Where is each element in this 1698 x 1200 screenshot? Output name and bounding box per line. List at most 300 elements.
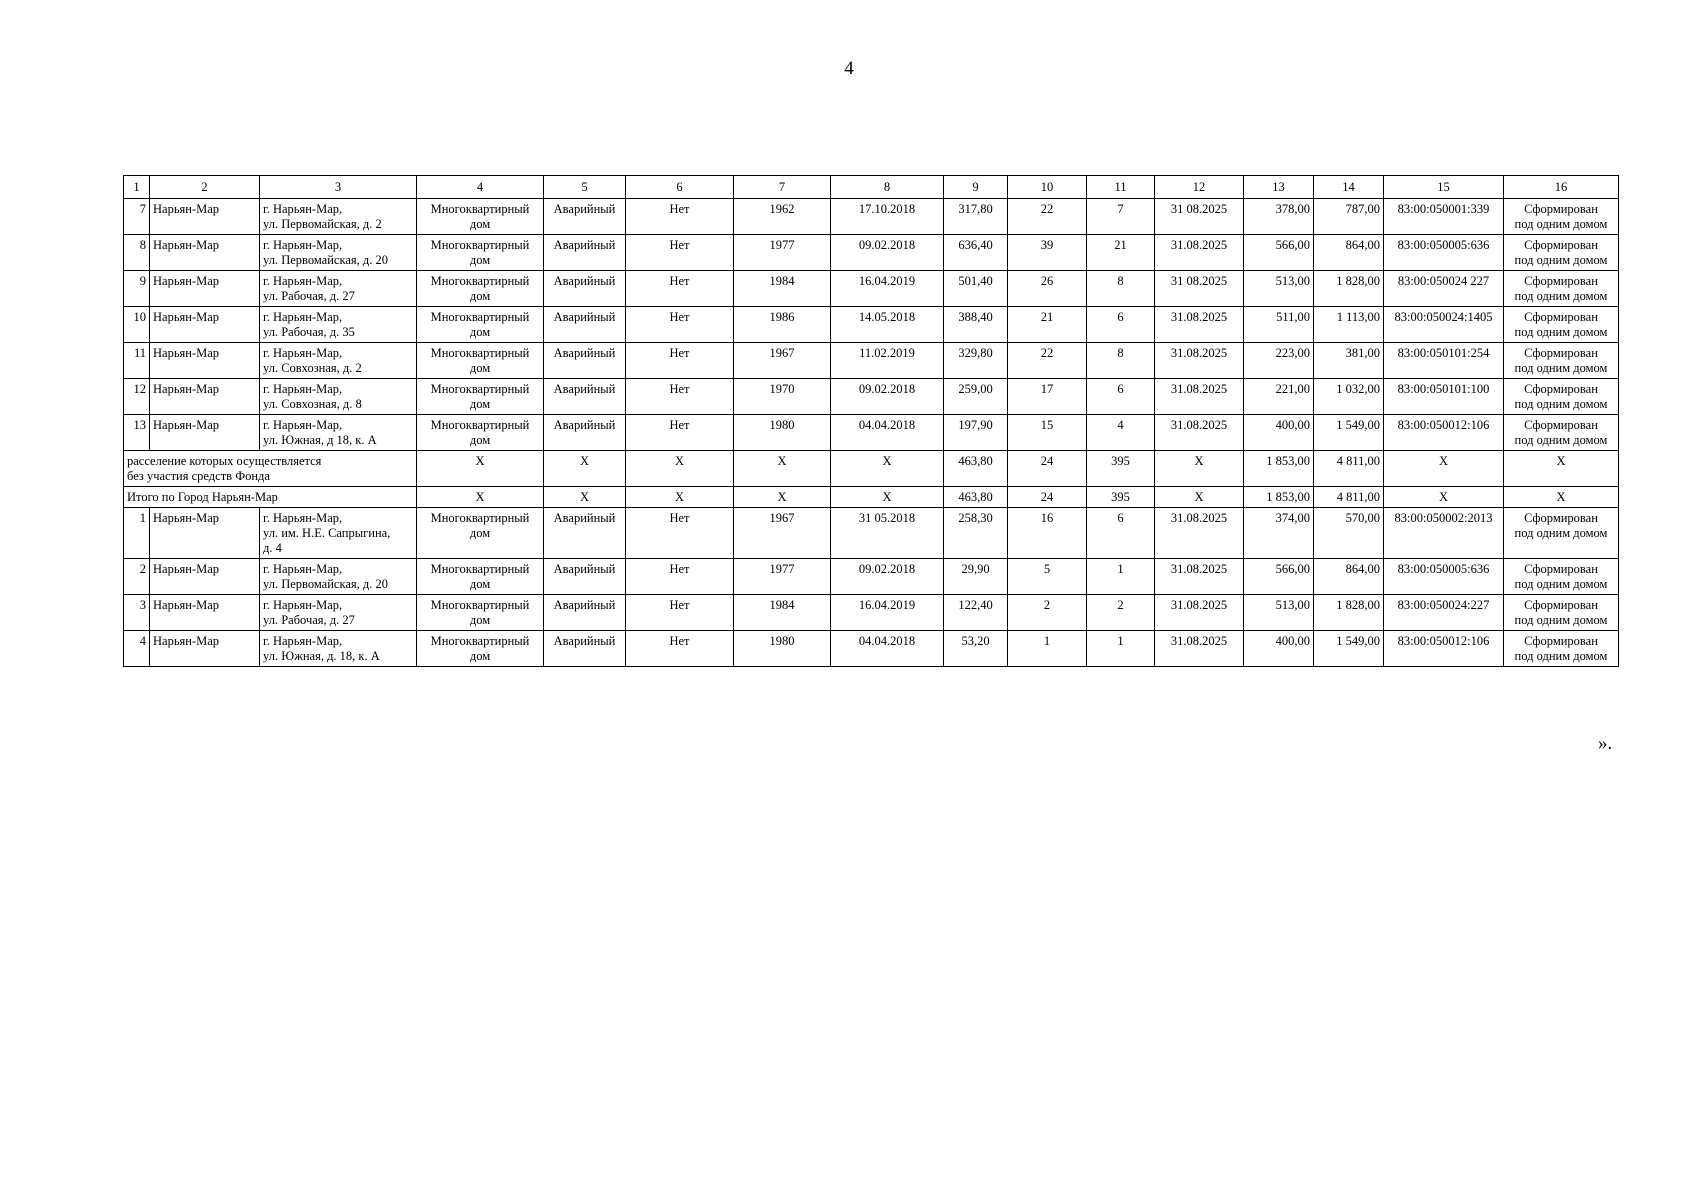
house-type-cell — [417, 307, 544, 343]
result-cell — [1504, 307, 1619, 343]
area-cell: 259,00 — [944, 379, 1008, 415]
address-cell — [260, 595, 417, 631]
result-line: под одним домом — [1514, 361, 1608, 375]
area-cell: 317,80 — [944, 199, 1008, 235]
status-cell: Аварийный — [544, 199, 626, 235]
total-row-c13-cell: 1 853,00 — [1244, 487, 1314, 508]
col14-cell: 1 549,00 — [1314, 415, 1384, 451]
col10-cell: 2 — [1008, 595, 1087, 631]
address-line: ул. Рабочая, д. 27 — [263, 613, 355, 627]
column-number-cell: 1 — [124, 176, 150, 199]
address-line: ул. Первомайская, д. 2 — [263, 217, 382, 231]
status-cell: Аварийный — [544, 631, 626, 667]
result-cell — [1504, 595, 1619, 631]
status-cell: Аварийный — [544, 559, 626, 595]
total-row-c15-cell: X — [1384, 487, 1504, 508]
deadline-cell: 31.08.2025 — [1155, 235, 1244, 271]
municipality-cell: Нарьян-Мар — [150, 307, 260, 343]
house-type-cell — [417, 631, 544, 667]
col10-cell: 17 — [1008, 379, 1087, 415]
house-type-line: Многоквартирный — [430, 598, 530, 612]
deadline-cell: 31 08.2025 — [1155, 271, 1244, 307]
cadastre-cell: 83:00:050024:227 — [1384, 595, 1504, 631]
column-number-cell: 4 — [417, 176, 544, 199]
total-row-label: Итого по Город Нарьян-Мар — [124, 487, 417, 508]
house-type-cell — [417, 343, 544, 379]
address-line: г. Нарьян-Мар, — [263, 238, 343, 252]
cadastre-cell: 83:00:050101:254 — [1384, 343, 1504, 379]
table-row — [124, 379, 1619, 415]
deadline-cell: 31.08.2025 — [1155, 508, 1244, 559]
column-number-cell: 13 — [1244, 176, 1314, 199]
result-cell — [1504, 199, 1619, 235]
col13-cell: 374,00 — [1244, 508, 1314, 559]
flag-cell: Нет — [626, 235, 734, 271]
subtotal-row-c7-cell: X — [734, 451, 831, 487]
address-cell — [260, 199, 417, 235]
subtotal-row-label — [124, 451, 417, 487]
col11-cell: 7 — [1087, 199, 1155, 235]
address-line: ул. Южная, д 18, к. А — [263, 433, 377, 447]
col13-cell: 566,00 — [1244, 559, 1314, 595]
housing-register-table — [123, 175, 1619, 667]
result-line: под одним домом — [1514, 433, 1608, 447]
year-cell: 1970 — [734, 379, 831, 415]
subtotal-row-label-line: расселение которых осуществляется — [127, 454, 322, 468]
address-line: ул. Первомайская, д. 20 — [263, 253, 388, 267]
col10-cell: 22 — [1008, 343, 1087, 379]
municipality-cell: Нарьян-Мар — [150, 379, 260, 415]
subtotal-row-c8-cell: X — [831, 451, 944, 487]
house-type-line: дом — [469, 289, 491, 303]
col11-cell: 6 — [1087, 508, 1155, 559]
result-line: Сформирован — [1524, 634, 1598, 648]
col14-cell: 1 032,00 — [1314, 379, 1384, 415]
subtotal-row-c11-cell: 395 — [1087, 451, 1155, 487]
flag-cell: Нет — [626, 559, 734, 595]
total-row-c12-cell: X — [1155, 487, 1244, 508]
total-row-c4-cell: X — [417, 487, 544, 508]
year-cell: 1967 — [734, 343, 831, 379]
col14-cell: 864,00 — [1314, 235, 1384, 271]
result-line: Сформирован — [1524, 202, 1598, 216]
column-number-cell: 6 — [626, 176, 734, 199]
house-type-line: дом — [469, 397, 491, 411]
result-line: под одним домом — [1514, 526, 1608, 540]
result-cell — [1504, 631, 1619, 667]
result-line: под одним домом — [1514, 325, 1608, 339]
cadastre-cell: 83:00:050101:100 — [1384, 379, 1504, 415]
address-cell — [260, 307, 417, 343]
table-row — [124, 235, 1619, 271]
column-number-row — [124, 176, 1619, 199]
address-cell — [260, 508, 417, 559]
house-type-cell — [417, 595, 544, 631]
recognition-date-cell: 31 05.2018 — [831, 508, 944, 559]
municipality-cell: Нарьян-Мар — [150, 595, 260, 631]
subtotal-row-c10-cell: 24 — [1008, 451, 1087, 487]
col10-cell: 22 — [1008, 199, 1087, 235]
house-type-line: дом — [469, 613, 491, 627]
municipality-cell: Нарьян-Мар — [150, 235, 260, 271]
address-line: ул. Первомайская, д. 20 — [263, 577, 388, 591]
subtotal-row-c15-cell: X — [1384, 451, 1504, 487]
col11-cell: 1 — [1087, 559, 1155, 595]
recognition-date-cell: 04.04.2018 — [831, 415, 944, 451]
address-line: г. Нарьян-Мар, — [263, 202, 343, 216]
total-row-c9-cell: 463,80 — [944, 487, 1008, 508]
address-line: ул. Рабочая, д. 35 — [263, 325, 355, 339]
deadline-cell: 31.08.2025 — [1155, 595, 1244, 631]
result-line: Сформирован — [1524, 238, 1598, 252]
address-cell — [260, 343, 417, 379]
house-type-line: Многоквартирный — [430, 274, 530, 288]
column-number-cell: 16 — [1504, 176, 1619, 199]
column-number-cell: 7 — [734, 176, 831, 199]
municipality-cell: Нарьян-Мар — [150, 271, 260, 307]
address-line: г. Нарьян-Мар, — [263, 598, 343, 612]
recognition-date-cell: 11.02.2019 — [831, 343, 944, 379]
address-cell — [260, 631, 417, 667]
col14-cell: 787,00 — [1314, 199, 1384, 235]
col13-cell: 511,00 — [1244, 307, 1314, 343]
table-row — [124, 271, 1619, 307]
address-line: ул. Южная, д. 18, к. А — [263, 649, 380, 663]
result-line: Сформирован — [1524, 346, 1598, 360]
house-type-line: Многоквартирный — [430, 634, 530, 648]
row-number-cell: 1 — [124, 508, 150, 559]
cadastre-cell: 83:00:050002:2013 — [1384, 508, 1504, 559]
column-number-cell: 2 — [150, 176, 260, 199]
result-line: Сформирован — [1524, 274, 1598, 288]
table-row — [124, 508, 1619, 559]
cadastre-cell: 83:00:050024 227 — [1384, 271, 1504, 307]
row-number-cell: 11 — [124, 343, 150, 379]
year-cell: 1977 — [734, 235, 831, 271]
status-cell: Аварийный — [544, 343, 626, 379]
result-line: Сформирован — [1524, 310, 1598, 324]
address-cell — [260, 271, 417, 307]
municipality-cell: Нарьян-Мар — [150, 631, 260, 667]
column-number-cell: 12 — [1155, 176, 1244, 199]
col14-cell: 381,00 — [1314, 343, 1384, 379]
house-type-line: дом — [469, 577, 491, 591]
cadastre-cell: 83:00:050005:636 — [1384, 559, 1504, 595]
flag-cell: Нет — [626, 415, 734, 451]
area-cell: 258,30 — [944, 508, 1008, 559]
result-line: под одним домом — [1514, 397, 1608, 411]
address-line: г. Нарьян-Мар, — [263, 511, 343, 525]
house-type-line: Многоквартирный — [430, 310, 530, 324]
subtotal-row-c5-cell: X — [544, 451, 626, 487]
col11-cell: 8 — [1087, 271, 1155, 307]
subtotal-row-c16-cell: X — [1504, 451, 1619, 487]
col11-cell: 2 — [1087, 595, 1155, 631]
col10-cell: 5 — [1008, 559, 1087, 595]
column-number-cell: 9 — [944, 176, 1008, 199]
house-type-cell — [417, 508, 544, 559]
year-cell: 1980 — [734, 631, 831, 667]
house-type-line: Многоквартирный — [430, 346, 530, 360]
column-number-cell: 8 — [831, 176, 944, 199]
result-cell — [1504, 271, 1619, 307]
subtotal-row-label-line: без участия средств Фонда — [127, 469, 270, 483]
status-cell: Аварийный — [544, 379, 626, 415]
area-cell: 197,90 — [944, 415, 1008, 451]
column-number-cell: 5 — [544, 176, 626, 199]
year-cell: 1967 — [734, 508, 831, 559]
result-line: под одним домом — [1514, 577, 1608, 591]
total-row-c6-cell: X — [626, 487, 734, 508]
page-number: 4 — [844, 58, 854, 79]
flag-cell: Нет — [626, 631, 734, 667]
status-cell: Аварийный — [544, 508, 626, 559]
recognition-date-cell: 17.10.2018 — [831, 199, 944, 235]
house-type-line: Многоквартирный — [430, 418, 530, 432]
column-number-cell: 14 — [1314, 176, 1384, 199]
col10-cell: 26 — [1008, 271, 1087, 307]
result-line: Сформирован — [1524, 562, 1598, 576]
status-cell: Аварийный — [544, 595, 626, 631]
house-type-cell — [417, 559, 544, 595]
table-row — [124, 343, 1619, 379]
total-row-c11-cell: 395 — [1087, 487, 1155, 508]
table-row — [124, 595, 1619, 631]
address-line: г. Нарьян-Мар, — [263, 310, 343, 324]
col14-cell: 1 828,00 — [1314, 271, 1384, 307]
total-row-c16-cell: X — [1504, 487, 1619, 508]
house-type-cell — [417, 199, 544, 235]
area-cell: 122,40 — [944, 595, 1008, 631]
col10-cell: 15 — [1008, 415, 1087, 451]
subtotal-row-c14-cell: 4 811,00 — [1314, 451, 1384, 487]
deadline-cell: 31 08.2025 — [1155, 199, 1244, 235]
year-cell: 1962 — [734, 199, 831, 235]
recognition-date-cell: 09.02.2018 — [831, 559, 944, 595]
house-type-cell — [417, 235, 544, 271]
flag-cell: Нет — [626, 199, 734, 235]
address-line: ул. Совхозная, д. 8 — [263, 397, 362, 411]
column-number-cell: 11 — [1087, 176, 1155, 199]
recognition-date-cell: 04.04.2018 — [831, 631, 944, 667]
col13-cell: 566,00 — [1244, 235, 1314, 271]
col14-cell: 1 113,00 — [1314, 307, 1384, 343]
table-row — [124, 415, 1619, 451]
deadline-cell: 31.08.2025 — [1155, 631, 1244, 667]
address-cell — [260, 235, 417, 271]
deadline-cell: 31.08.2025 — [1155, 379, 1244, 415]
result-cell — [1504, 415, 1619, 451]
col14-cell: 1 549,00 — [1314, 631, 1384, 667]
address-line: г. Нарьян-Мар, — [263, 382, 343, 396]
col10-cell: 16 — [1008, 508, 1087, 559]
address-line: ул. Рабочая, д. 27 — [263, 289, 355, 303]
col13-cell: 400,00 — [1244, 631, 1314, 667]
house-type-line: Многоквартирный — [430, 202, 530, 216]
area-cell: 636,40 — [944, 235, 1008, 271]
area-cell: 29,90 — [944, 559, 1008, 595]
column-number-cell: 15 — [1384, 176, 1504, 199]
recognition-date-cell: 14.05.2018 — [831, 307, 944, 343]
recognition-date-cell: 09.02.2018 — [831, 235, 944, 271]
row-number-cell: 4 — [124, 631, 150, 667]
municipality-cell: Нарьян-Мар — [150, 199, 260, 235]
result-line: под одним домом — [1514, 217, 1608, 231]
col13-cell: 223,00 — [1244, 343, 1314, 379]
house-type-line: дом — [469, 361, 491, 375]
address-cell — [260, 379, 417, 415]
house-type-line: дом — [469, 325, 491, 339]
year-cell: 1980 — [734, 415, 831, 451]
result-line: под одним домом — [1514, 289, 1608, 303]
col13-cell: 221,00 — [1244, 379, 1314, 415]
address-line: г. Нарьян-Мар, — [263, 418, 343, 432]
row-number-cell: 12 — [124, 379, 150, 415]
col11-cell: 6 — [1087, 379, 1155, 415]
municipality-cell: Нарьян-Мар — [150, 508, 260, 559]
status-cell: Аварийный — [544, 271, 626, 307]
result-line: под одним домом — [1514, 649, 1608, 663]
municipality-cell: Нарьян-Мар — [150, 415, 260, 451]
status-cell: Аварийный — [544, 307, 626, 343]
col10-cell: 21 — [1008, 307, 1087, 343]
col11-cell: 8 — [1087, 343, 1155, 379]
col11-cell: 1 — [1087, 631, 1155, 667]
col10-cell: 39 — [1008, 235, 1087, 271]
result-cell — [1504, 343, 1619, 379]
table-row — [124, 307, 1619, 343]
result-line: Сформирован — [1524, 418, 1598, 432]
result-line: Сформирован — [1524, 598, 1598, 612]
closing-quote: ». — [1598, 733, 1613, 754]
col10-cell: 1 — [1008, 631, 1087, 667]
year-cell: 1984 — [734, 595, 831, 631]
year-cell: 1977 — [734, 559, 831, 595]
year-cell: 1986 — [734, 307, 831, 343]
table-row — [124, 631, 1619, 667]
col13-cell: 513,00 — [1244, 271, 1314, 307]
table-row — [124, 559, 1619, 595]
address-line: ул. им. Н.Е. Сапрыгина, — [263, 526, 391, 540]
col13-cell: 400,00 — [1244, 415, 1314, 451]
municipality-cell: Нарьян-Мар — [150, 343, 260, 379]
total-row-c10-cell: 24 — [1008, 487, 1087, 508]
cadastre-cell: 83:00:050001:339 — [1384, 199, 1504, 235]
deadline-cell: 31.08.2025 — [1155, 415, 1244, 451]
house-type-line: Многоквартирный — [430, 382, 530, 396]
house-type-line: дом — [469, 217, 491, 231]
result-line: Сформирован — [1524, 382, 1598, 396]
total-row-c7-cell: X — [734, 487, 831, 508]
total-row-c8-cell: X — [831, 487, 944, 508]
address-line: г. Нарьян-Мар, — [263, 346, 343, 360]
house-type-cell — [417, 379, 544, 415]
house-type-line: дом — [469, 433, 491, 447]
row-number-cell: 8 — [124, 235, 150, 271]
table-row — [124, 199, 1619, 235]
flag-cell: Нет — [626, 343, 734, 379]
flag-cell: Нет — [626, 508, 734, 559]
address-line: д. 4 — [263, 541, 282, 555]
cadastre-cell: 83:00:050012:106 — [1384, 631, 1504, 667]
address-cell — [260, 415, 417, 451]
col11-cell: 21 — [1087, 235, 1155, 271]
row-number-cell: 13 — [124, 415, 150, 451]
flag-cell: Нет — [626, 379, 734, 415]
house-type-line: Многоквартирный — [430, 511, 530, 525]
address-line: ул. Совхозная, д. 2 — [263, 361, 362, 375]
row-number-cell: 10 — [124, 307, 150, 343]
result-cell — [1504, 559, 1619, 595]
subtotal-row-c6-cell: X — [626, 451, 734, 487]
municipality-cell: Нарьян-Мар — [150, 559, 260, 595]
col11-cell: 6 — [1087, 307, 1155, 343]
result-line: под одним домом — [1514, 613, 1608, 627]
flag-cell: Нет — [626, 271, 734, 307]
total-row-c14-cell: 4 811,00 — [1314, 487, 1384, 508]
address-line: г. Нарьян-Мар, — [263, 634, 343, 648]
col13-cell: 378,00 — [1244, 199, 1314, 235]
house-type-line: Многоквартирный — [430, 562, 530, 576]
deadline-cell: 31.08.2025 — [1155, 559, 1244, 595]
col13-cell: 513,00 — [1244, 595, 1314, 631]
subtotal-row — [124, 451, 1619, 487]
address-line: г. Нарьян-Мар, — [263, 562, 343, 576]
row-number-cell: 3 — [124, 595, 150, 631]
col14-cell: 570,00 — [1314, 508, 1384, 559]
subtotal-row-c9-cell: 463,80 — [944, 451, 1008, 487]
recognition-date-cell: 09.02.2018 — [831, 379, 944, 415]
result-cell — [1504, 508, 1619, 559]
house-type-line: Многоквартирный — [430, 238, 530, 252]
house-type-cell — [417, 271, 544, 307]
house-type-line: дом — [469, 649, 491, 663]
row-number-cell: 2 — [124, 559, 150, 595]
area-cell: 53,20 — [944, 631, 1008, 667]
area-cell: 388,40 — [944, 307, 1008, 343]
subtotal-row-c12-cell: X — [1155, 451, 1244, 487]
column-number-cell: 3 — [260, 176, 417, 199]
result-line: Сформирован — [1524, 511, 1598, 525]
total-row-c5-cell: X — [544, 487, 626, 508]
flag-cell: Нет — [626, 595, 734, 631]
row-number-cell: 7 — [124, 199, 150, 235]
column-number-cell: 10 — [1008, 176, 1087, 199]
deadline-cell: 31.08.2025 — [1155, 343, 1244, 379]
subtotal-row-c13-cell: 1 853,00 — [1244, 451, 1314, 487]
col14-cell: 864,00 — [1314, 559, 1384, 595]
subtotal-row-c4-cell: X — [417, 451, 544, 487]
result-cell — [1504, 235, 1619, 271]
result-line: под одним домом — [1514, 253, 1608, 267]
status-cell: Аварийный — [544, 415, 626, 451]
row-number-cell: 9 — [124, 271, 150, 307]
col14-cell: 1 828,00 — [1314, 595, 1384, 631]
total-row — [124, 487, 1619, 508]
year-cell: 1984 — [734, 271, 831, 307]
result-cell — [1504, 379, 1619, 415]
house-type-line: дом — [469, 253, 491, 267]
area-cell: 329,80 — [944, 343, 1008, 379]
cadastre-cell: 83:00:050024:1405 — [1384, 307, 1504, 343]
status-cell: Аварийный — [544, 235, 626, 271]
flag-cell: Нет — [626, 307, 734, 343]
deadline-cell: 31.08.2025 — [1155, 307, 1244, 343]
house-type-line: дом — [469, 526, 491, 540]
house-type-cell — [417, 415, 544, 451]
cadastre-cell: 83:00:050005:636 — [1384, 235, 1504, 271]
address-cell — [260, 559, 417, 595]
